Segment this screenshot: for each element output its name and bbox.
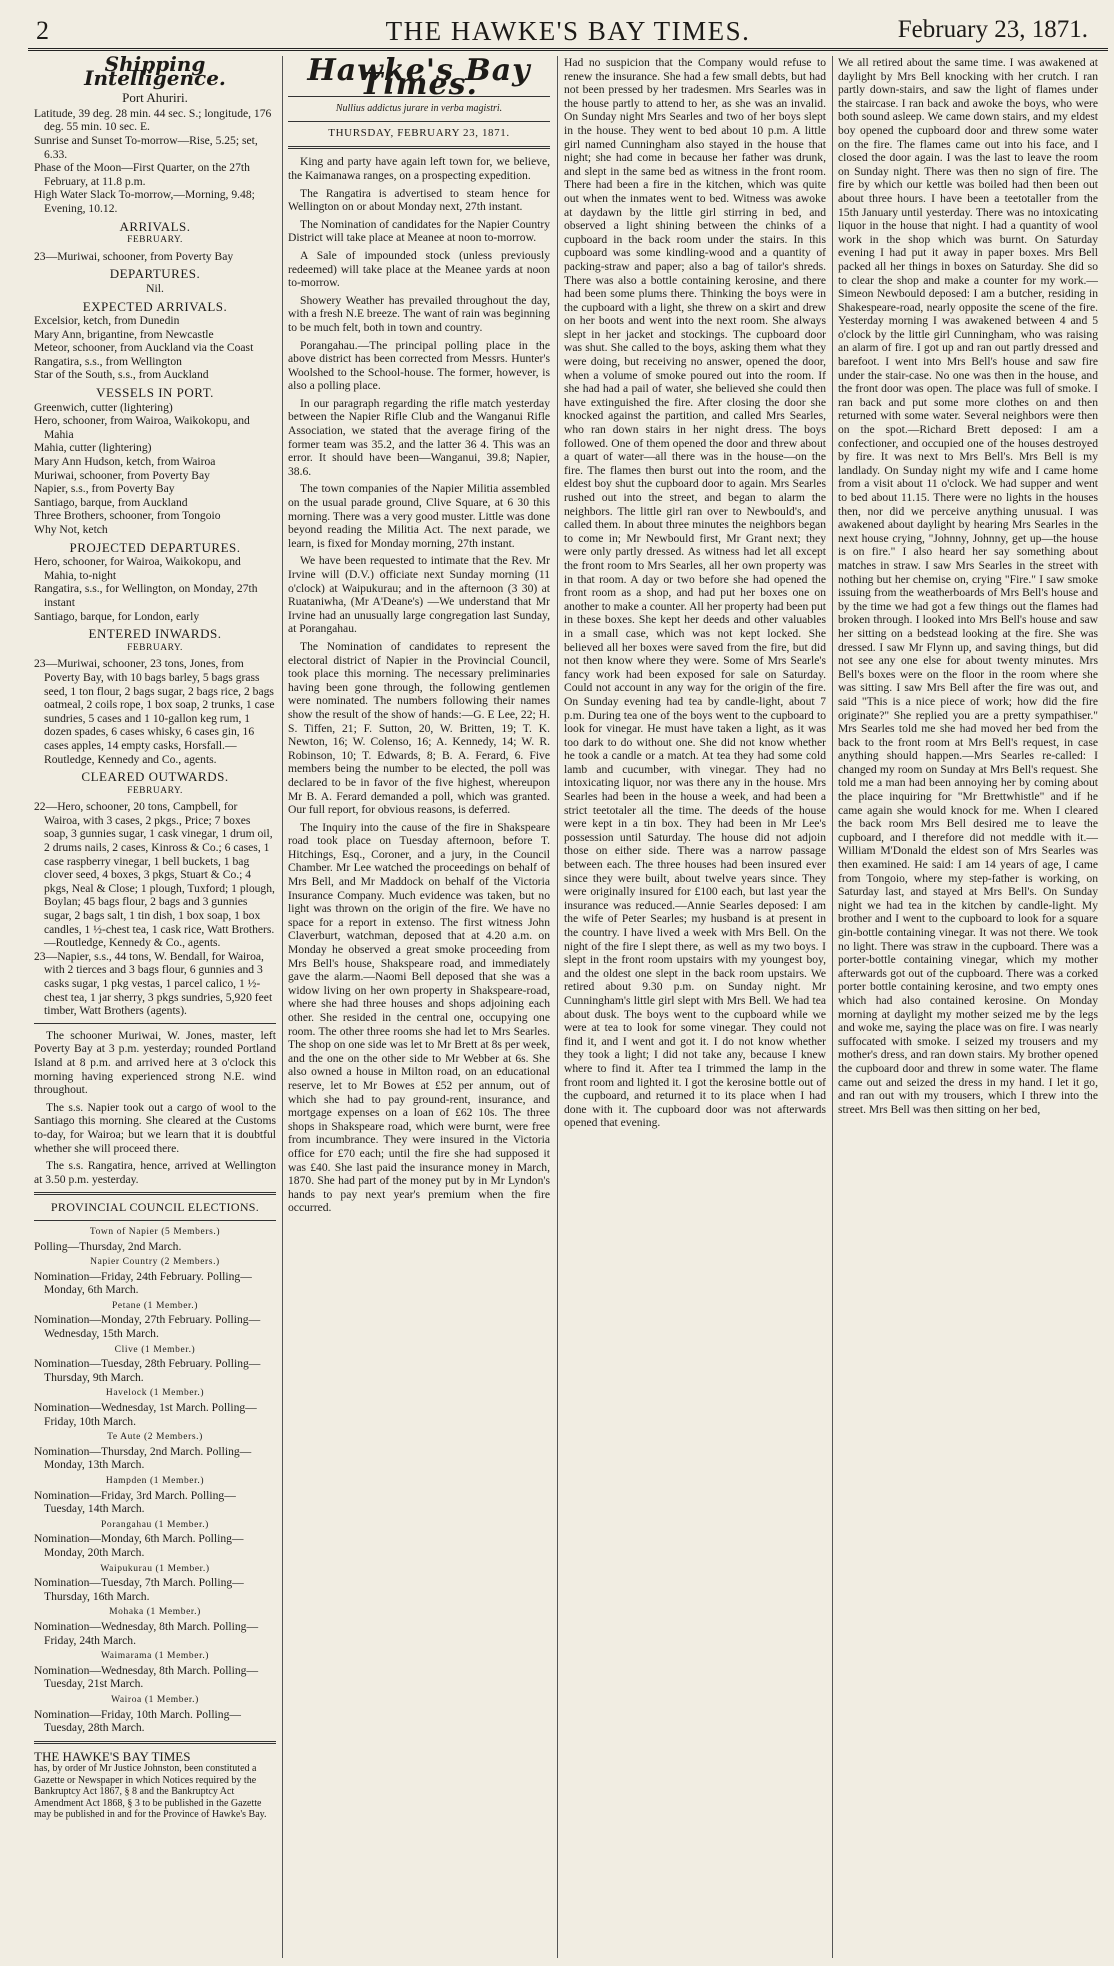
departures-title: DEPARTURES. [109, 266, 201, 282]
paragraph: The town companies of the Napier Militia assembled on the usual parade ground, Clive Square, at 6 30 this morning. There was a very good muster. Little was done beyond reading the Militia Act. The next parade, we learn, is fixed for Monday morning, 27th instant. [288, 482, 550, 550]
notice-title: THE HAWKE'S BAY TIMES [34, 1748, 191, 1764]
port-info [34, 107, 276, 216]
entered-item: 23—Muriwai, schooner, 23 tons, Jones, from Poverty Bay, with 10 bags barley, 5 bags grass seed, 1 ton flour, 2 bags sugar, 2 bags rice, 2 bags oatmeal, 2 coils rope, 1 box soap, 2 trunks, 1 case sundries, 5 cases and 1 10-gallon keg rum, 1 dozen spades, 6 cases whisky, 6 cases gin, 16 cases apples, 14 empty casks, Horsfall.—Routledge, Kennedy and Co., agents. [34, 657, 275, 766]
election-dates: Nomination—Friday, 3rd March. Polling—Tuesday, 14th March. [34, 1488, 236, 1516]
election-district: Waimarama (1 Member.) [100, 1651, 210, 1662]
election-district: Town of Napier (5 Members.) [89, 1226, 221, 1237]
arrivals-month: FEBRUARY. [127, 235, 183, 246]
departure-item: Nil. [146, 281, 164, 295]
elections-list [34, 1226, 276, 1735]
divider [34, 1741, 276, 1744]
motto: Nullius addictus jurare in verba magistri. [335, 103, 503, 115]
shipping-notes [34, 1029, 276, 1187]
election-dates: Nomination—Monday, 6th March. Polling—Monday, 20th March. [34, 1532, 244, 1559]
column-divider [557, 56, 558, 1958]
election-item [34, 1650, 276, 1691]
cleared-item: 22—Hero, schooner, 20 tons, Campbell, for Wairoa, with 3 cases, 2 pkgs., Price; 7 boxes soap, 3 gunnies sugar, 1 cask vinegar, 1 drum oil, 2 drums nails, 2 cases, Kinross & Co.; 6 cases, 1 case raspberry vinegar, 1 bell buckets, 1 bag clover seed, 4 boxes, 3 pkgs, Stuart & Co.; 4 pkgs, Neal & Close; 1 plough, Tuxford; 1 plough, Boylan; 45 bags flour, 2 bags and 3 gunnies sugar, 2 bags salt, 1 tin dish, 1 box soap, 1 box candles, 1 ½-chest tea, 1 cask rice, Watt Brothers.—Routledge, Kennedy & Co., agents. [34, 800, 275, 950]
paragraph: Showery Weather has prevailed throughout the day, with a fresh N.E breeze. The want of rain was beginning to be much felt, both in town and country. [288, 293, 550, 334]
notice-text: has, by order of Mr Justice Johnston, been constituted a Gazette or Newspaper in which Notices required by the Bankruptcy Act 1867, § 8 and the Bankruptcy Act Amendment Act 1868, § 3 to be published in the Gazette may be published in and for the Province of Hawke's Bay. [34, 1763, 267, 1821]
election-district: Porangahau (1 Member.) [101, 1519, 209, 1530]
paragraph: The schooner Muriwai, W. Jones, master, left Poverty Bay at 3 p.m. yesterday; rounded Portland Island at 8 p.m. and arrived here at 3 o'clock this morning having experienced strong N.E. wind throughout. [34, 1028, 276, 1097]
election-dates: Nomination—Tuesday, 7th March. Polling—Thursday, 16th March. [34, 1576, 244, 1603]
paragraph: Had no suspicion that the Company would refuse to renew the insurance. She had a few small debts, but had not been pressed by her tradesmen. Mrs Searles was in the house partly to attend to her, as she was an invalid. On Sunday night Mrs Searles and two of her boys slept in the house. They went to bed about 10 p.m. A little girl named Cunningham also stayed in the house that night; she had come in because her father was drunk, and slept in the same bed as witness in the front room. There had been a fire in the kitchen, which was quite out when the inmates went to bed. Witness was awoke at daydawn by the little girl stirring in bed, and observed a light shining between the chinks of a cupboard in the back room under the stairs. In this cupboard was some kindling-wood and a quantity of packing-straw and paper; also a bag of tailor's shreds. There was also a bottle containing kerosine, and there had been some plums there. Thinking the boys were in the cupboard with a light, she threw on a skirt and drew on her boots and went into the next room. She always slept in her jacket and stockings. The cupboard door was shut. She called to the boys, asking them what they were doing, but receiving no answer, opened the door, when a volume of smoke poured out into the room. If she had had a pail of water, she believed she could then have extinguished the fire. After closing the door she knocked against the partition, and called Mrs Searles, who ran down stairs in her night dress. The boys followed. One of them opened the door and threw about a quart of water—all there was in the house—on the fire. The flames then burst out into the room, and the eldest boy shut the cupboard door to again. Mrs Searles rushed out into the street, and began to alarm the neighbors. The little girl ran over to Newbould's, and called them. In about three minutes the neighbors began to come in; Mr Newbould first, Mr Grant next; they were only partly dressed. As witness had let all except the front room to Mrs Searles, all her own property was in that room. A day or two before she had opened the front room as a shop, and had put her boxes one on another to make a counter. All her property had been put in these boxes. She kept her deeds and other valuables in a small case, which was not kept locked. She believed all her boxes were saved from the fire, but did not then know where they were. Some of Mrs Searle's fancy work had been exposed for sale on Saturday. Could not account in any way for the origin of the fire. On Sunday evening had tea by candle-light, about 7 p.m. During tea one of the boys went to the cupboard to look for vinegar. He must have taken a light, as it was too dark to do without one. She did not know whether he took a candle or a match. At tea they had some cold lamb and cucumber, with vinegar. They had no intoxicating liquor, nor was there any in the house. Mrs Searles had been in the house a week, and had been a strict teetotaler all the time. The deeds of the house were kept in a tin box. They had been in Mr Lee's possession until Saturday. The house did not adjoin those on either side. There was a narrow passage between each. The three houses had been insured ever since they were built, about twelve years since. They were originally insured for £100 each, but last year the insurance was reduced.—Annie Searles deposed: I am the wife of Peter Searles; my husband is at present in the country. I have lived a week with Mrs Bell. On the night of the fire I slept there, as well as my two boys. I slept in the front room upstairs with my youngest boy, and the oldest one slept in the back room upstairs. We retired about 9.30 p.m. on Sunday night. Mr Cunningham's little girl slept with Mrs Bell. We had tea about dusk. The boys went to the cupboard while we were at tea to look for some vinegar. They could not find it, and I went and got it. I do not know whether they took a light; I did not take any, because I knew where to find it. After tea I trimmed the lamp in the front room and lighted it. I got the kerosine bottle out of the cupboard, and returned it to its place when I had done with it. The cupboard door was not afterwards opened that evening. [564, 56, 826, 1130]
divider [34, 1023, 276, 1024]
election-item [34, 1519, 276, 1560]
projected-title: PROJECTED DEPARTURES. [69, 539, 241, 555]
election-dates: Nomination—Wednesday, 8th March. Polling—Friday, 24th March. [34, 1619, 259, 1647]
port-info-line: Sunrise and Sunset To-morrow—Rise, 5.25; set, 6.33. [34, 133, 258, 161]
projected-item: Hero, schooner, for Wairoa, Waikokopu, and Mahia, to-night [34, 555, 241, 582]
expected-title: EXPECTED ARRIVALS. [82, 298, 228, 314]
newspaper-title: Hawke's Bay Times. [307, 56, 531, 102]
divider [34, 1220, 276, 1221]
page-number: 2 [36, 16, 49, 45]
projected-item: Santiago, barque, for London, early [34, 609, 200, 623]
divider [288, 146, 550, 149]
expected-item: Star of the South, s.s., from Auckland [34, 368, 209, 382]
arrival-item: 23—Muriwai, schooner, from Poverty Bay [34, 249, 234, 263]
expected-item: Excelsior, ketch, from Dunedin [34, 314, 180, 328]
cleared-title: CLEARED OUTWARDS. [81, 769, 229, 785]
vessel-item: Mary Ann Hudson, ketch, from Wairoa [34, 455, 216, 469]
election-district: Clive (1 Member.) [114, 1344, 196, 1355]
shipping-title: Shipping Intelligence. [84, 56, 226, 90]
election-district: Havelock (1 Member.) [105, 1388, 205, 1399]
vessel-item: Why Not, ketch [34, 523, 108, 536]
dateline: THURSDAY, FEBRUARY 23, 1871. [328, 126, 510, 139]
entered-list [34, 657, 276, 766]
port-info-line: Latitude, 39 deg. 28 min. 44 sec. S.; longitude, 176 deg. 55 min. 10 sec. E. [34, 106, 272, 134]
masthead-rule [28, 48, 1108, 51]
arrivals-list [34, 250, 276, 264]
vessel-item: Muriwai, schooner, from Poverty Bay [34, 468, 210, 482]
column-divider [282, 56, 283, 1958]
port-name: Port Ahuriri. [122, 90, 188, 106]
election-item [34, 1475, 276, 1516]
paragraph: The s.s. Napier took out a cargo of wool to the Santiago this morning. She cleared at the Customs to-day, for Wairoa; but we learn that it is doubtful whether she will proceed there. [34, 1100, 276, 1155]
election-district: Napier Country (2 Members.) [90, 1257, 220, 1268]
column-shipping [34, 56, 276, 1958]
election-dates: Polling—Thursday, 2nd March. [34, 1239, 182, 1253]
paragraph: We all retired about the same time. I was awakened at daylight by Mrs Bell knocking with her crutch. I ran partly down-stairs, and saw the light of flames under the staircase. I ran back and awoke the boys, who were both sound asleep. We came down stairs, and my eldest boy opened the cupboard door and threw some water on the fire. The flames came out into his face, and I closed the door again. I was the last to leave the room on Sunday night. There was then no sign of fire. The fire by which our kettle was boiled had then been out about three hours. I have been a teetotaller from the 15th January until yesterday. There was no intoxicating liquor in the house that night. I had a quantity of wool work in the shop which was burnt. On Saturday evening I had put it away in paper boxes. Mrs Bell packed all her things in boxes on Saturday. She did so to clear the shop and make a counter for my work.—Simeon Newbould deposed: I am a butcher, residing in Shakespeare-road, nearly opposite the scene of the fire. Yesterday morning I was awakened between 4 and 5 o'clock by the little girl Cunningham, who was raising an alarm of fire. I got up and ran out partly dressed and barefoot. I went into Mrs Bell's house and saw fire under the stair-case. No one was then in the house, and the front door was open. The place was full of smoke. I ran back and put some more clothes on and then returned with some water. Several neighbors were then on the spot.—Richard Brett deposed: I am a confectioner, and occupied one of the houses destroyed by fire. It was next to Mrs Bell's. Mrs Bell is my landlady. On Sunday night my wife and I came home from a visit about 11 o'clock. We had supper and went to bed about 11.15. There were no lights in the houses then, nor did we perceive anything unusual. I was awakened about daylight by hearing Mrs Searles in the next house crying, "Johnny, Johnny, get up—the house is on fire." I also heard her say something about matches in straw. I saw Mrs Searles in the street with nothing but her chemise on, crying "Fire." I saw smoke issuing from the weatherboards of Mrs Bell's house and by the time we had got a few things out the flames had broken through. I looked into Mrs Bell's house and saw her sitting on a bedstead looking at the fire. She was dressed. I saw Mr Flynn up, and saving things, but did not see any one else for about twenty minutes. Mrs Bell's boxes were on the floor in the room where she was sitting. I saw Mrs Bell after the fire was out, and said "This is a nice piece of work; how did the fire originate?" She replied you are a pretty sympathiser." Mrs Searles told me she had moved her bed from the back to the front room at Mrs Bell's request, in case anything should happen.—Mrs Searles re-called: I changed my room on Sunday at Mrs Bell's request. She told me a man had been annoying her by coming about the place inquiring for "Mr Brettwhistle" and if he came again she would knock for me. When I cleared the back room Mrs Bell desired me to leave the cupboard, and I therefore did not meddle with it.—William M'Donald the eldest son of Mrs Searles was then examined. He said: I am 14 years of age, I came from Tongoio, where my step-father is working, on Saturday last, and stayed at Mrs Bell's. On Sunday night we had tea in the kitchen by candle-light. My brother and I went to the cupboard to look for a square gin-bottle containing vinegar. It was not there. We took no light. There was straw in the cupboard. There was a porter-bottle containing vinegar, which my mother afterwards got out of the cupboard. There was a corked porter bottle containing kerosine, and two empty ones which had also contained kerosine. On Monday morning at daylight my mother seized me by the legs and woke me, saying the place was on fire. I was nearly suffocated with smoke. I seized my trousers and my mother's dress, and ran down stairs. My brother opened the cupboard door and threw in some water. The flame came out and seized the dress in my hand. I let it go, and ran out with my trousers, which I threw into the street. Mrs Bell was then sitting on her bed, [838, 56, 1098, 1116]
projected-list [34, 555, 276, 623]
paragraph: Porangahau.—The principal polling place in the above district has been corrected from Messrs. Hunter's Woolshed to the School-house. The former, however, is also a polling place. [288, 338, 550, 393]
election-dates: Nomination—Wednesday, 1st March. Polling—Friday, 10th March. [34, 1401, 257, 1428]
paragraph: A Sale of impounded stock (unless previously redeemed) will take place at the Meanee yards at noon to-morrow. [288, 248, 550, 290]
expected-item: Rangatira, s.s., from Wellington [34, 354, 182, 368]
paragraph: We have been requested to intimate that the Rev. Mr Irvine will (D.V.) officiate next Sunday morning (11 o'clock) at Waipukurau; and in the afternoon (3 30) at Ruataniwha, (Mr A'Deane's) —We understand that Mr Irvine had an unusually large congregation last Sunday, at Porangahau. [288, 554, 550, 636]
paragraph: The s.s. Rangatira, hence, arrived at Wellington at 3.50 p.m. yesterday. [34, 1159, 276, 1186]
entered-month: FEBRUARY. [127, 642, 183, 653]
expected-list [34, 314, 276, 382]
election-item [34, 1226, 276, 1253]
divider [288, 121, 550, 122]
vessel-item: Napier, s.s., from Poverty Bay [34, 482, 175, 496]
election-district: Hampden (1 Member.) [105, 1476, 205, 1486]
election-item [34, 1300, 276, 1341]
election-dates: Nomination—Tuesday, 28th February. Polling—Thursday, 9th March. [34, 1357, 261, 1384]
column-inquiry-cont [838, 56, 1098, 1958]
election-district: Petane (1 Member.) [112, 1300, 198, 1311]
election-dates: Nomination—Monday, 27th February. Polling—Wednesday, 15th March. [34, 1313, 261, 1341]
masthead [28, 8, 1108, 48]
election-item [34, 1431, 276, 1472]
expected-item: Meteor, schooner, from Auckland via the Coast [34, 341, 254, 355]
paragraph: The Nomination of candidates for the Napier Country District will take place at Meanee at noon to-morrow. [288, 217, 550, 245]
election-item [34, 1344, 276, 1385]
election-district: Mohaka (1 Member.) [109, 1607, 201, 1618]
column-divider [832, 56, 833, 1958]
cleared-month: FEBRUARY. [127, 785, 183, 796]
inquiry-text-cont [838, 56, 1098, 1116]
elections-title: PROVINCIAL COUNCIL ELECTIONS. [50, 1200, 260, 1215]
election-item [34, 1387, 276, 1428]
paragraph: King and party have again left town for, we believe, the Kaimanawa ranges, on a prospecting expedition. [288, 155, 550, 182]
column-editorial [288, 56, 550, 1958]
port-info-line: High Water Slack To-morrow,—Morning, 9.48; Evening, 10.12. [34, 188, 255, 215]
departures-list [34, 282, 276, 296]
election-dates: Nomination—Thursday, 2nd March. Polling—Monday, 13th March. [34, 1444, 252, 1472]
expected-item: Mary Ann, brigantine, from Newcastle [34, 327, 214, 341]
vessels-title: VESSELS IN PORT. [96, 385, 214, 401]
election-district: Waipukurau (1 Member.) [100, 1563, 210, 1574]
election-district: Te Aute (2 Members.) [107, 1432, 203, 1443]
gazette-notice [34, 1750, 276, 1821]
paragraph: In our paragraph regarding the rifle match yesterday between the Napier Rifle Club and the Wanganui Rifle Association, we stated that the average firing of the former team was 35.2, and the latter 36 4. This was an error. It should have been—Wanganui, 39.8; Napier, 38.6. [288, 396, 550, 478]
port-info-line: Phase of the Moon—First Quarter, on the 27th February, at 11.8 p.m. [34, 161, 250, 188]
vessel-item: Santiago, barque, from Auckland [34, 495, 188, 509]
news-paragraphs [288, 155, 550, 1215]
column-inquiry [564, 56, 826, 1958]
divider [34, 1192, 276, 1195]
paragraph: The Rangatira is advertised to steam hence for Wellington on or about Monday next, 27th instant. [288, 186, 550, 214]
vessels-list [34, 401, 276, 537]
election-district: Wairoa (1 Member.) [111, 1694, 199, 1705]
election-dates: Nomination—Friday, 10th March. Polling—Tuesday, 28th March. [34, 1707, 241, 1735]
paragraph: The Nomination of candidates to represent the electoral district of Napier in the Provincial Council, took place this morning. The necessary preliminaries having been gone through, the following gentlemen were nominated. The numbers following their names show the result of the show of hands:—G. E Lee, 22; H. S. Tiffen, 21; F. Sutton, 20, W. Britten, 19; T. K. Newton, 16; W. Colenso, 16; A. Kennedy, 14; W. R. Robinson, 10; T. Edwards, 8; B. A. Ferard, 6. Five members being the number to be elected, the poll was declared to be in favor of the five highest, whereupon Mr B. A. Ferard demanded a poll, which was granted. Our full report, for obvious reasons, is deferred. [288, 639, 550, 817]
election-item [34, 1256, 276, 1297]
paper-name: THE HAWKE'S BAY TIMES. [385, 16, 751, 46]
cleared-item: 23—Napier, s.s., 44 tons, W. Bendall, for Wairoa, with 2 tierces and 3 bags flour, 6 gunnies and 3 casks sugar, 1 pkg vestas, 1 parcel calico, 1 ½-chest tea, 1 jar sherry, 3 pkgs sundries, 5,920 feet timber, Watt Brothers (agents). [34, 949, 273, 1018]
vessel-item: Mahia, cutter (lightering) [34, 441, 152, 455]
projected-item: Rangatira, s.s., for Wellington, on Monday, 27th instant [34, 582, 258, 609]
entered-title: ENTERED INWARDS. [88, 626, 222, 642]
election-item [34, 1606, 276, 1647]
cleared-list [34, 800, 276, 1018]
election-dates: Nomination—Friday, 24th February. Polling—Monday, 6th March. [34, 1269, 252, 1297]
election-item [34, 1563, 276, 1604]
election-dates: Nomination—Wednesday, 8th March. Polling—Tuesday, 21st March. [34, 1663, 259, 1691]
arrivals-title: ARRIVALS. [119, 218, 191, 234]
inquiry-text [564, 56, 826, 1130]
issue-date: February 23, 1871. [897, 16, 1088, 43]
paragraph: The Inquiry into the cause of the fire in Shakspeare road took place on Tuesday afternoon, before T. Hitchings, Esq., Coroner, and a jury, in the Council Chamber. Mr Lee watched the proceedings on behalf of Mrs Bell, and Mr Maddock on behalf of the Victoria Insurance Company. Much evidence was taken, but no light was thrown on the origin of the fire. We have no space for a report in extenso. The first witness John Claverburt, watchman, deposed that at 4.20 a.m. on Monday he observed a great smoke proceeding from Mrs Bell's house, Shakspeare road, and immediately gave the alarm.—Naomi Bell deposed that she was a widow living on her own property in Shakspeare-road, where she had three houses and shops adjoining each other. She resided in the central one, occupying one room. The other three rooms she had let to Mrs Searles. The shop on one side was let to Mr Brett at 8s per week, and the one on the other side to Mr Webber at 6s. She also owned a house in Milton road, on an educational reserve, let to Mr Bowes at £52 per annum, out of which she had to pay ground-rent, insurance, and mortgage expenses on a loan of £62 10s. The three shops in Shakspeare road, which were burnt, were free from incumbrance. They were insured in the Victoria office for £70 each; until the fire she had supposed it was £40. She last paid the insurance money in March, 1870. She had part of the money put by in Mr Lyndon's hands to pay next year's premium when the fire occurred. [288, 820, 550, 1215]
vessel-item: Hero, schooner, from Wairoa, Waikokopu, and Mahia [34, 414, 250, 441]
vessel-item: Greenwich, cutter (lightering) [34, 400, 173, 414]
election-item [34, 1694, 276, 1735]
vessel-item: Three Brothers, schooner, from Tongoio [34, 509, 221, 523]
